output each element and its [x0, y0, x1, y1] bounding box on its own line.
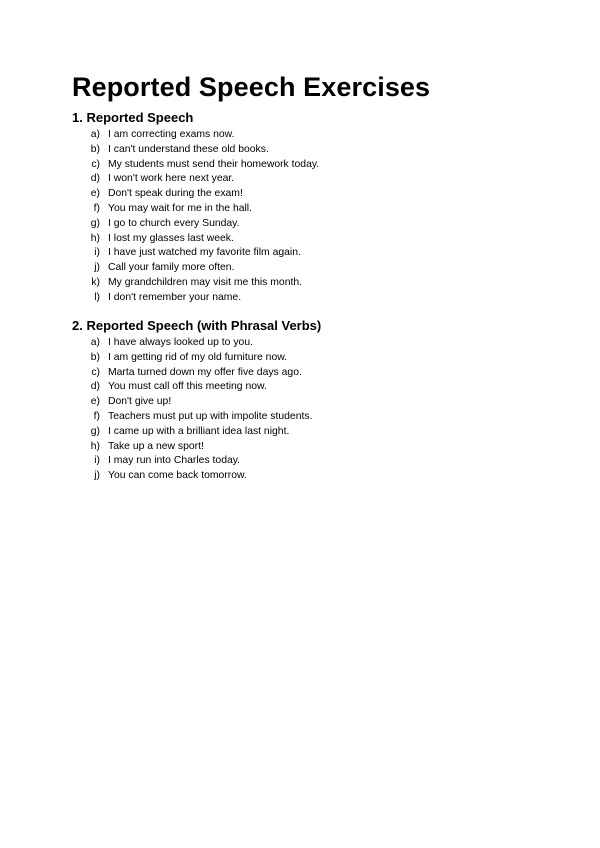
- list-item: [72, 454, 321, 469]
- list-marker: f): [93, 410, 100, 422]
- list-item: [72, 246, 319, 261]
- sentence-text: You must call off this meeting now.: [108, 381, 267, 393]
- list-marker: b): [90, 143, 100, 155]
- sentence-text: I have just watched my favorite film again.: [108, 247, 301, 259]
- list-marker: c): [91, 158, 100, 170]
- sentence-text: I go to church every Sunday.: [108, 217, 240, 229]
- section-reported-speech-phrasal-verbs: [72, 318, 321, 484]
- list-marker: b): [90, 351, 100, 363]
- list-marker: c): [91, 366, 100, 378]
- list-item: [72, 410, 321, 425]
- list-marker: i): [94, 455, 100, 467]
- sentence-text: I won't work here next year.: [108, 173, 235, 185]
- sentence-text: Marta turned down my offer five days ago.: [108, 366, 302, 378]
- list-marker: h): [90, 232, 100, 244]
- sentence-text: I have always looked up to you.: [108, 337, 253, 348]
- exercise-list: [72, 128, 319, 306]
- list-marker: j): [94, 262, 100, 274]
- list-marker: d): [90, 173, 100, 185]
- sentence-text: Call your family more often.: [108, 262, 235, 274]
- list-marker: i): [94, 247, 100, 259]
- sentence-text: You may wait for me in the hall.: [108, 202, 253, 214]
- list-marker: l): [94, 291, 100, 303]
- section-heading: 1. Reported Speech: [72, 110, 194, 125]
- list-item: [72, 128, 319, 143]
- list-item: [72, 425, 321, 440]
- sentence-text: I am getting rid of my old furniture now.: [108, 351, 288, 363]
- sentence-text: Teachers must put up with impolite students.: [108, 410, 313, 422]
- list-item: [72, 440, 321, 455]
- sentence-text: Don't give up!: [108, 396, 172, 408]
- list-item: [72, 276, 319, 291]
- exercise-list: [72, 336, 321, 484]
- list-marker: e): [90, 396, 100, 408]
- sentence-text: I came up with a brilliant idea last night.: [108, 425, 290, 437]
- list-item: [72, 469, 321, 484]
- sentence-text: I may run into Charles today.: [108, 455, 241, 467]
- sentence-text: I lost my glasses last week.: [108, 232, 234, 244]
- sentence-text: Take up a new sport!: [108, 440, 204, 452]
- list-item: [72, 336, 321, 351]
- list-item: [72, 380, 321, 395]
- list-item: [72, 232, 319, 247]
- section-heading: 2. Reported Speech (with Phrasal Verbs): [72, 318, 322, 333]
- list-item: [72, 291, 319, 306]
- list-marker: k): [91, 276, 100, 288]
- list-item: [72, 395, 321, 410]
- list-marker: a): [90, 129, 100, 140]
- document-title: Reported Speech Exercises: [72, 72, 431, 102]
- sentence-text: My grandchildren may visit me this month.: [108, 276, 303, 288]
- sentence-text: Don't speak during the exam!: [108, 188, 243, 200]
- list-item: [72, 158, 319, 173]
- list-marker: e): [90, 188, 100, 200]
- sentence-text: You can come back tomorrow.: [108, 470, 247, 482]
- list-marker: d): [90, 381, 100, 393]
- list-item: [72, 187, 319, 202]
- list-item: [72, 143, 319, 158]
- list-item: [72, 172, 319, 187]
- list-marker: h): [90, 440, 100, 452]
- section-reported-speech: [72, 110, 319, 306]
- list-item: [72, 261, 319, 276]
- list-item: [72, 202, 319, 217]
- list-marker: a): [90, 337, 100, 348]
- list-item: [72, 351, 321, 366]
- sentence-text: My students must send their homework today.: [108, 158, 320, 170]
- sentence-text: I don't remember your name.: [108, 291, 242, 303]
- list-marker: j): [94, 470, 100, 482]
- list-item: [72, 366, 321, 381]
- list-marker: g): [90, 425, 100, 437]
- sentence-text: I am correcting exams now.: [108, 129, 235, 140]
- list-marker: g): [90, 217, 100, 229]
- sentence-text: I can't understand these old books.: [108, 143, 269, 155]
- list-marker: f): [93, 202, 100, 214]
- list-item: [72, 217, 319, 232]
